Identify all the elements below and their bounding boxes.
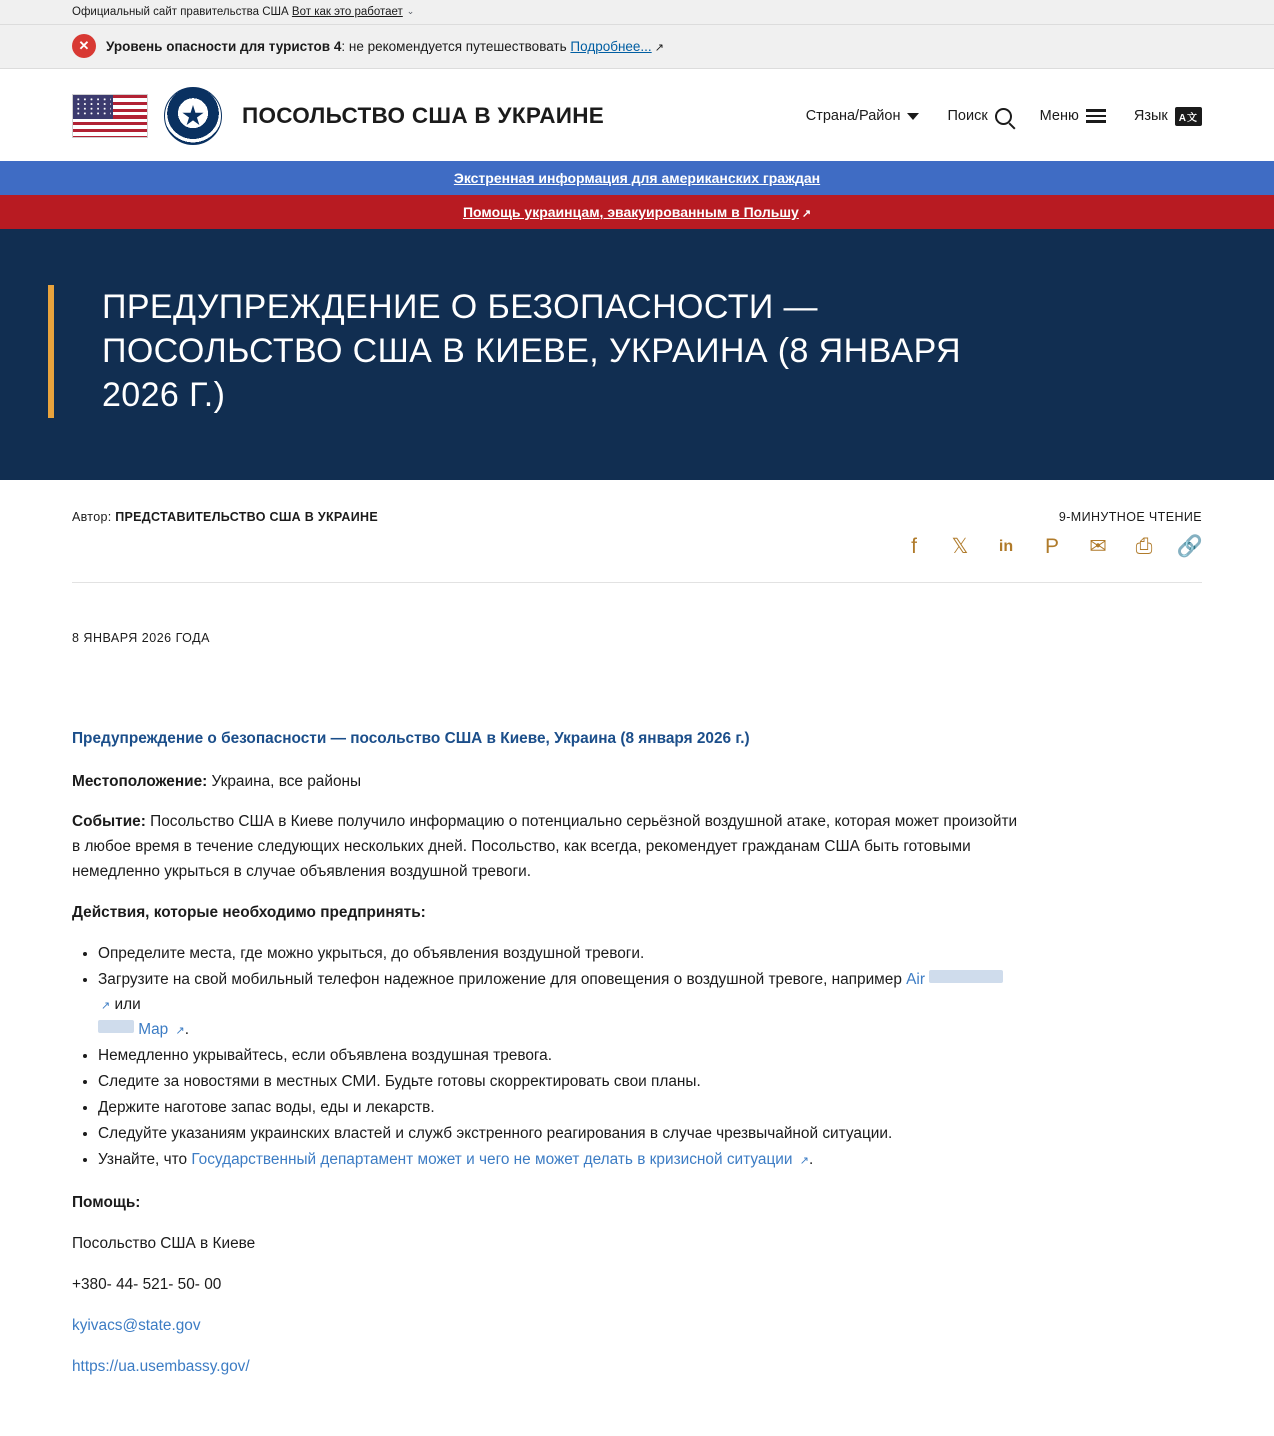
chevron-down-icon[interactable]: ⌄ bbox=[406, 6, 415, 16]
site-masthead bbox=[0, 69, 1274, 161]
advisory-text bbox=[106, 39, 664, 54]
how-it-works-link[interactable]: Вот как это работает bbox=[291, 6, 403, 18]
redacted-text bbox=[98, 1020, 134, 1033]
air-alert-app-link[interactable]: Air bbox=[906, 971, 925, 989]
list-item: • Следите за новостями в местных СМИ. Будьте готовы скорректировать свои планы. bbox=[98, 1070, 1018, 1095]
language-icon: A文 bbox=[1175, 107, 1202, 126]
country-region-menu[interactable] bbox=[806, 108, 920, 124]
x-twitter-icon[interactable]: 𝕏 bbox=[951, 535, 969, 559]
facebook-icon[interactable]: f bbox=[911, 535, 917, 559]
map-app-link[interactable]: Map bbox=[138, 1021, 169, 1039]
gov-banner bbox=[0, 0, 1274, 25]
advisory-level: Уровень опасности для туристов 4 bbox=[106, 38, 342, 54]
menu-toggle[interactable] bbox=[1040, 106, 1106, 127]
hamburger-icon bbox=[1086, 106, 1106, 127]
action-app-mid: или bbox=[110, 996, 141, 1014]
email-icon[interactable]: ✉ bbox=[1089, 535, 1107, 559]
action-crisis-prefix: Узнайте, что bbox=[98, 1150, 192, 1168]
list-item: • Немедленно укрывайтесь, если объявлена воздушная тревога. bbox=[98, 1044, 1018, 1069]
linkedin-icon[interactable]: in bbox=[998, 537, 1014, 555]
embassy-website[interactable] bbox=[72, 1355, 1018, 1380]
external-link-icon[interactable]: ↗ bbox=[654, 41, 664, 54]
share-bar bbox=[0, 524, 1274, 560]
search-toggle[interactable] bbox=[947, 108, 1011, 125]
author bbox=[72, 510, 378, 524]
byline bbox=[0, 480, 1274, 524]
actions-list bbox=[72, 942, 1018, 1173]
state-dept-crisis-link[interactable]: Государственный департамент может и чего не может делать в кризисной ситуации bbox=[191, 1150, 793, 1168]
travel-advisory-bar bbox=[0, 25, 1274, 69]
us-flag-icon bbox=[72, 94, 148, 138]
location-label: Местоположение: bbox=[72, 772, 208, 790]
advisory-more-link[interactable]: Подробнее... bbox=[570, 38, 652, 54]
list-item: • Загрузите на свой мобильный телефон надежное приложение для оповещения о воздушной тревоге, например Air ↗ или Map ↗. bbox=[98, 968, 1018, 1043]
external-link-icon[interactable]: ↗ bbox=[101, 1000, 111, 1013]
read-time: 9-МИНУТНОЕ ЧТЕНИЕ bbox=[1058, 509, 1202, 524]
country-region-label: Страна/Район bbox=[805, 108, 901, 124]
embassy-email-link[interactable]: kyivacs@state.gov bbox=[72, 1316, 201, 1334]
list-item: • Следуйте указаниям украинских властей и служб экстренного реагирования в случае чрезвычайной ситуации. bbox=[98, 1122, 1018, 1147]
site-title: ПОСОЛЬСТВО США В УКРАИНЕ bbox=[242, 103, 605, 128]
embassy-email[interactable] bbox=[72, 1314, 1018, 1339]
external-link-icon[interactable]: ↗ bbox=[175, 1025, 185, 1038]
language-label: Язык bbox=[1133, 108, 1168, 124]
external-link-icon[interactable]: ↗ bbox=[801, 208, 812, 220]
embassy-phone: +380- 44- 521- 50- 00 bbox=[72, 1275, 222, 1293]
search-label: Поиск bbox=[947, 108, 988, 124]
author-name: ПРЕДСТАВИТЕЛЬСТВО США В УКРАИНЕ bbox=[115, 509, 379, 524]
action-app-prefix: Загрузите на свой мобильный телефон надежное приложение для оповещения о воздушной тревоге, например bbox=[98, 971, 907, 989]
author-label: Автор: bbox=[72, 509, 112, 524]
actions-heading: Действия, которые необходимо предпринять: bbox=[72, 904, 426, 922]
search-icon bbox=[995, 108, 1012, 125]
emergency-info-link[interactable]: Экстренная информация для американских граждан bbox=[453, 170, 821, 186]
chevron-down-icon bbox=[907, 113, 919, 120]
gov-banner-text: Официальный сайт правительства США bbox=[72, 6, 289, 18]
poland-help-link[interactable]: Помощь украинцам, эвакуированным в Польшу bbox=[462, 204, 799, 220]
embassy-name: Посольство США в Киеве bbox=[72, 1234, 256, 1252]
event-paragraph bbox=[72, 810, 1018, 885]
advisory-rest: : не рекомендуется путешествовать bbox=[341, 38, 567, 54]
language-toggle[interactable] bbox=[1134, 107, 1202, 126]
location-paragraph bbox=[72, 770, 1018, 795]
list-item: • Держите наготове запас воды, еды и лекарств. bbox=[98, 1096, 1018, 1121]
copy-link-icon[interactable]: 🔗 bbox=[1176, 535, 1204, 559]
list-item: • Определите места, где можно укрыться, до объявления воздушной тревоги. bbox=[98, 942, 1018, 967]
pinterest-icon[interactable]: P bbox=[1044, 535, 1059, 559]
dos-seal-icon bbox=[164, 87, 222, 145]
article-lead: Предупреждение о безопасности — посольство США в Киеве, Украина (8 января 2026 г.) bbox=[72, 729, 750, 747]
poland-help-bar[interactable] bbox=[0, 195, 1274, 229]
event-value: Посольство США в Киеве получило информацию о потенциально серьёзной воздушной атаке, которая может произойти в любое время в течение следующих нескольких дней. Посольство, как всегда, рекомендует гражданам США быть готовыми немедленно укрыться в случае объявления воздушной тревоги. bbox=[72, 813, 1018, 881]
emergency-info-bar[interactable] bbox=[0, 161, 1274, 195]
event-label: Событие: bbox=[72, 813, 146, 831]
article-body bbox=[0, 645, 1090, 1436]
x-circle-icon: ✕ bbox=[72, 34, 96, 58]
embassy-website-link[interactable]: https://ua.usembassy.gov/ bbox=[72, 1357, 250, 1375]
external-link-icon[interactable]: ↗ bbox=[799, 1154, 809, 1167]
publication-date: 8 ЯНВАРЯ 2026 ГОДА bbox=[72, 630, 210, 645]
list-item bbox=[98, 1148, 1018, 1173]
menu-label: Меню bbox=[1039, 108, 1079, 124]
page-hero bbox=[0, 229, 1274, 480]
help-heading: Помощь: bbox=[72, 1193, 141, 1211]
location-value: Украина, все районы bbox=[207, 772, 362, 790]
print-icon[interactable]: ⎙ bbox=[1135, 535, 1153, 559]
page-title: ПРЕДУПРЕЖДЕНИЕ О БЕЗОПАСНОСТИ — ПОСОЛЬСТВО США В КИЕВЕ, УКРАИНА (8 ЯНВАРЯ 2026 Г.) bbox=[102, 288, 961, 415]
action-crisis-suffix: . bbox=[808, 1150, 814, 1168]
redacted-text bbox=[929, 970, 1003, 983]
